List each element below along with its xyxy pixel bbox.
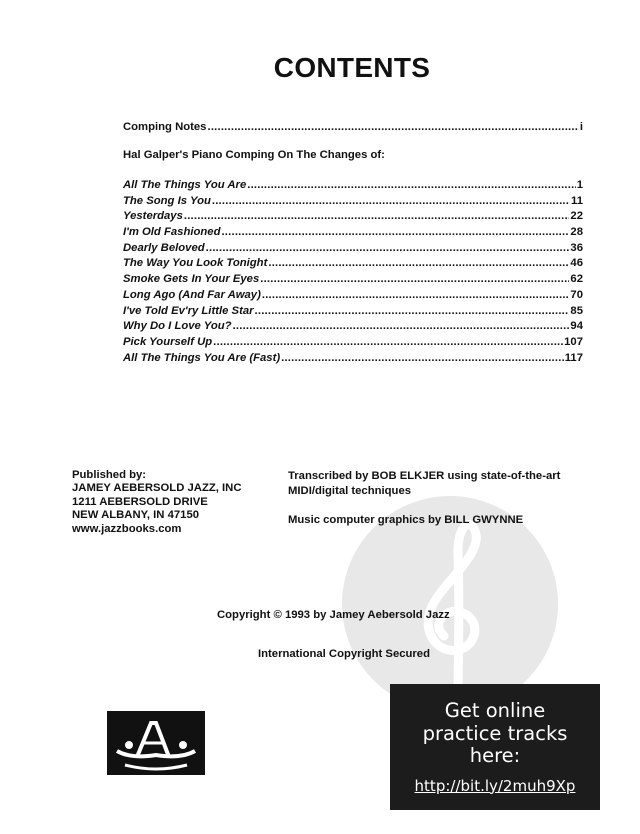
graphics-credit: Music computer graphics by BILL GWYNNE [288,514,524,527]
aebersold-logo-icon [107,711,205,775]
publisher-name: JAMEY AEBERSOLD JAZZ, INC [72,482,242,495]
toc-entry-title: All The Things You Are (Fast) [123,351,281,364]
toc-entry[interactable] [123,225,583,241]
publisher-website: www.jazzbooks.com [72,522,182,535]
toc-entry-title: Dearly Beloved [123,241,205,254]
toc-leader [212,194,570,210]
toc-entry[interactable] [123,256,583,272]
copyright-notice: Copyright © 1993 by Jamey Aebersold Jazz [217,609,450,621]
toc-leader [255,304,570,320]
toc-entry[interactable] [123,319,583,335]
toc-entry[interactable] [123,304,583,320]
toc-entry[interactable] [123,272,583,288]
transcription-credit-line-1: Transcribed by BOB ELKJER using state-of-the-art [288,470,561,482]
promo-link[interactable]: http://bit.ly/2muh9Xp [414,776,576,795]
international-copyright: International Copyright Secured [258,648,430,660]
toc-page-number: 85 [570,304,583,317]
toc-leader [207,120,578,136]
toc-entry[interactable] [123,288,583,304]
toc-page-number: 1 [576,179,583,191]
toc-page-number: i [579,121,583,133]
promo-line-2: practice tracks [422,721,568,745]
toc-intro: Hal Galper's Piano Comping On The Changes of: [123,149,385,161]
publisher-city: NEW ALBANY, IN 47150 [72,509,200,522]
toc-entry[interactable] [123,351,583,367]
toc-leader [247,178,575,194]
toc-entry-title: Long Ago (And Far Away) [123,288,261,301]
toc-entry-title: Smoke Gets In Your Eyes [123,273,260,286]
promo-line-1: Get online [444,699,546,722]
publisher-label: Published by: [72,469,147,481]
credits-block [288,469,618,529]
toc-entry-title: Yesterdays [123,210,183,223]
toc-entry-title: I've Told Ev'ry Little Star [123,304,254,317]
toc-song-list [123,178,583,366]
toc-leader [268,256,569,272]
toc-entry[interactable] [123,194,583,210]
toc-leader [206,241,570,257]
toc-entry-title: The Song Is You [123,194,211,207]
toc-entry-title: Pick Yourself Up [123,335,213,348]
toc-page-number: 11 [571,194,583,207]
practice-tracks-promo[interactable] [390,684,600,810]
publisher-block [72,469,241,536]
toc-entry-title: I'm Old Fashioned [123,226,221,239]
toc-leader [221,225,569,241]
toc-entry[interactable] [123,209,583,225]
toc-entry-title: All The Things You Are [123,179,247,191]
toc-comping-notes[interactable] [123,120,583,136]
toc-page-number: 28 [570,226,583,239]
toc-page-number: 70 [570,288,583,301]
toc-entry-title: Why Do I Love You? [123,320,232,333]
toc-page-number: 107 [564,335,583,348]
toc-leader [281,351,564,367]
toc-leader [260,272,569,288]
toc-entry[interactable] [123,335,583,351]
toc-leader [213,335,563,351]
toc-entry[interactable] [123,178,583,194]
page-title: CONTENTS [273,52,431,83]
transcription-credit-line-2: MIDI/digital techniques [288,485,412,498]
toc-page-number: 117 [564,351,583,364]
toc-page-number: 22 [570,210,583,223]
toc-page-number: 62 [570,273,583,286]
toc-entry[interactable] [123,241,583,257]
toc-page-number: 94 [570,320,583,333]
toc-entry-title: The Way You Look Tonight [123,257,268,270]
toc-entry-title: Comping Notes [123,121,207,133]
toc-leader [184,209,570,225]
toc-page-number: 46 [570,257,583,270]
toc-leader [262,288,570,304]
promo-line-3: here: [469,744,521,767]
toc-leader [233,319,570,335]
toc-page-number: 36 [570,241,583,254]
publisher-street: 1211 AEBERSOLD DRIVE [72,495,208,508]
